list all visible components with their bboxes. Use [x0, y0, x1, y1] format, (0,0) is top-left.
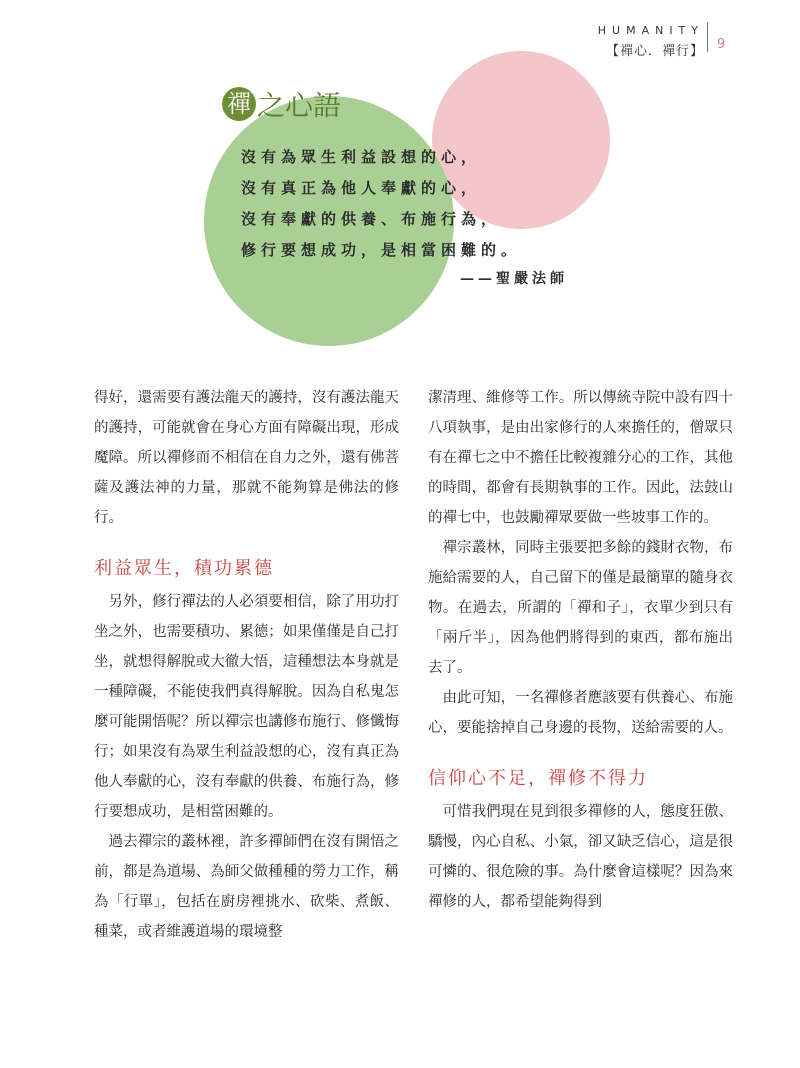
paragraph: 潔清理、維修等工作。所以傳統寺院中設有四十八項執事，是由出家修行的人來擔任的，僧眾只有在禪七之中不擔任比較複雜分心的工作，其他的時間，都會有長期執事的工作。因此，法鼓山的禪七中，也鼓勵禪眾要做一些坡事工作的。 — [428, 390, 733, 526]
quote-author: ——聖嚴法師 — [460, 271, 568, 287]
section-heading: 利益眾生，積功累德 — [94, 558, 274, 579]
page-number: 9 — [717, 37, 726, 52]
left-column — [94, 383, 399, 947]
paragraph: 得好，還需要有護法龍天的護持，沒有護法龍天的護持，可能就會在身心方面有障礙出現，形成魔障。所以禪修而不相信在自力之外，還有佛菩薩及護法神的力量，那就不能夠算是佛法的修行。 — [94, 390, 399, 526]
right-column — [428, 383, 733, 917]
magazine-brand: HUMANITY — [597, 24, 704, 37]
paragraph: 由此可知，一名禪修者應該要有供養心、布施心，要能捨掉自己身邊的長物，送給需要的人。 — [428, 690, 733, 736]
section-heading: 信仰心不足，禪修不得力 — [428, 768, 648, 789]
paragraph: 可惜我們現在見到很多禪修的人，態度狂傲、驕慢，內心自私、小氣，卻又缺乏信心，這是很可憐的、很危險的事。為什麼會這樣呢？因為來禪修的人，都希望能夠得到 — [428, 804, 733, 910]
quote-line: 修行要想成功，是相當困難的。 — [241, 241, 522, 259]
zen-title-badge: 禪 — [222, 87, 256, 121]
quote-line: 沒有真正為他人奉獻的心， — [241, 179, 482, 197]
paragraph: 另外，修行禪法的人必須要相信，除了用功打坐之外，也需要積功、累德；如果僅僅是自己打坐，就想得解脫或大徹大悟，這種想法本身就是一種障礙，不能使我們真得解脫。因為自私鬼怎麼可能開悟呢？所以禪宗也講修布施行、修懺悔行；如果沒有為眾生利益設想的心，沒有真正為他人奉獻的心，沒有奉獻的供養、布施行為，修行要想成功，是相當困難的。 — [94, 594, 399, 820]
quote-line: 沒有奉獻的供養、布施行為， — [241, 210, 502, 228]
section-title: 【禪心．禪行】 — [605, 44, 704, 59]
quote-line: 沒有為眾生利益設想的心， — [241, 148, 482, 166]
zen-words-title — [222, 84, 341, 124]
paragraph: 過去禪宗的叢林裡，許多禪師們在沒有開悟之前，都是為道場、為師父做種種的勞力工作，稱為「行單」，包括在廚房裡挑水、砍柴、煮飯、種菜，或者維護道場的環境整 — [94, 834, 399, 940]
header-divider — [707, 22, 708, 52]
zen-quote — [241, 142, 521, 266]
zen-title-text: 之心語 — [257, 89, 342, 122]
paragraph: 禪宗叢林，同時主張要把多餘的錢財衣物，布施給需要的人，自己留下的僅是最簡單的隨身衣物。在過去，所謂的「禪和子」，衣單少到只有「兩斤半」，因為他們將得到的東西，都布施出去了。 — [428, 540, 733, 676]
